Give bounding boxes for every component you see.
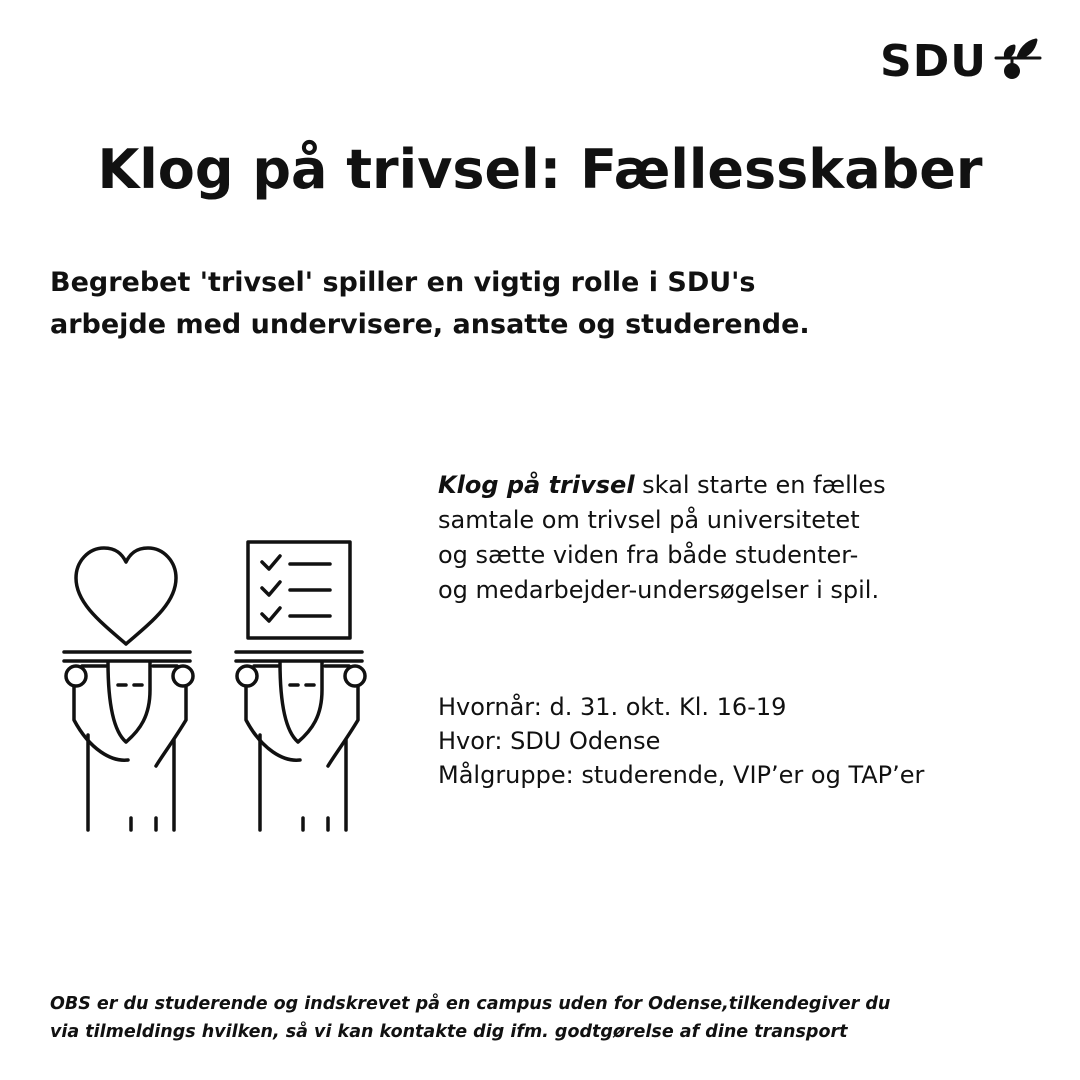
description-emphasis: Klog på trivsel bbox=[438, 471, 635, 499]
footnote bbox=[50, 990, 1040, 1046]
description bbox=[438, 468, 1058, 608]
description-line: samtale om trivsel på universitetet bbox=[438, 506, 860, 534]
event-when: Hvornår: d. 31. okt. Kl. 16-19 bbox=[438, 693, 787, 721]
event-details bbox=[438, 690, 1058, 792]
page-title: Klog på trivsel: Fællesskaber bbox=[97, 138, 983, 201]
footnote-line: via tilmeldings hvilken, så vi kan kontakte dig ifm. godtgørelse af dine transport bbox=[50, 1022, 848, 1042]
intro-line: arbejde med undervisere, ansatte og studerende. bbox=[50, 309, 810, 340]
description-line bbox=[438, 468, 1058, 503]
footnote-line: OBS er du studerende og indskrevet på en campus uden for Odense,tilkendegiver du bbox=[50, 994, 891, 1014]
description-line-rest: skal starte en fælles bbox=[634, 471, 886, 499]
event-where: Hvor: SDU Odense bbox=[438, 727, 661, 755]
person-holding-checklist-icon bbox=[236, 542, 365, 830]
illustration bbox=[50, 530, 380, 835]
logo-text: SDU bbox=[880, 36, 987, 87]
event-audience: Målgruppe: studerende, VIP’er og TAP’er bbox=[438, 761, 925, 789]
person-holding-heart-icon bbox=[64, 548, 193, 830]
description-line: og sætte viden fra både studenter- bbox=[438, 541, 859, 569]
intro-text bbox=[50, 262, 1010, 346]
apple-icon bbox=[990, 36, 1046, 88]
sdu-logo bbox=[880, 34, 1050, 94]
intro-line: Begrebet 'trivsel' spiller en vigtig rolle i SDU's bbox=[50, 267, 756, 298]
description-line: og medarbejder-undersøgelser i spil. bbox=[438, 576, 880, 604]
